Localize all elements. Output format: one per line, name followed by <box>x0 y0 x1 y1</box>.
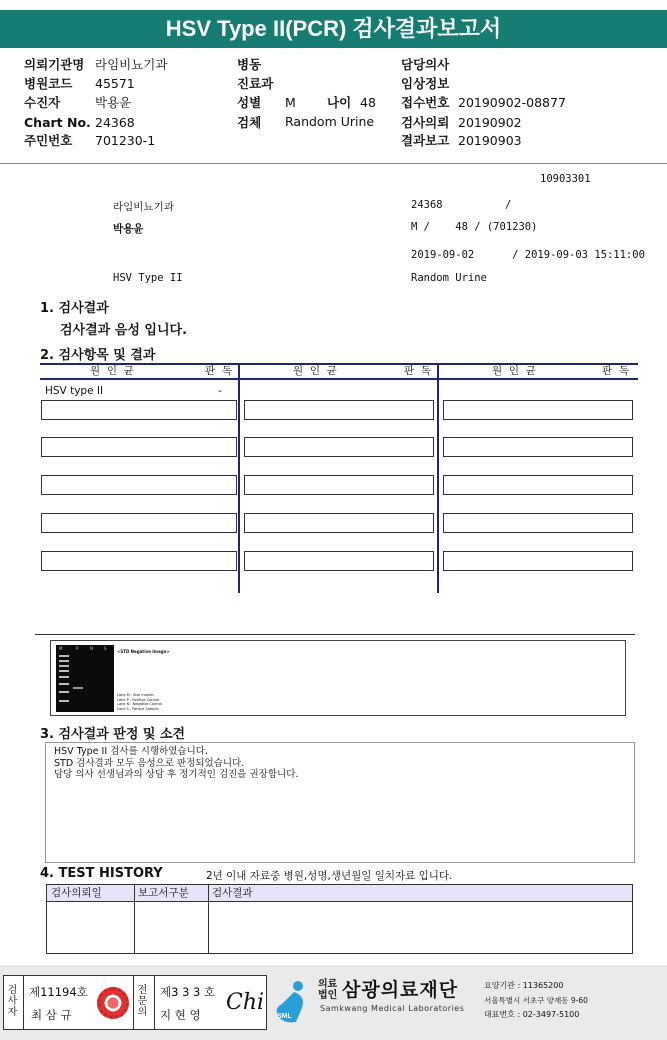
result-cell <box>41 437 237 457</box>
gel-image <box>56 645 114 712</box>
summary-code: 10903301 <box>540 173 591 185</box>
result-cell <box>443 475 633 495</box>
signature-box <box>3 975 267 1030</box>
history-table <box>46 884 633 954</box>
opinion-line: 담당 의사 선생님과의 상담 후 정기적인 검진을 권장합니다. <box>54 769 299 780</box>
col-organism-3: 원 인 균 <box>492 365 536 377</box>
history-col-divider <box>134 885 135 953</box>
tester-name: 최 삼 규 <box>31 1008 72 1022</box>
summary-sex-age: M / 48 / (701230) <box>411 221 538 233</box>
history-col-divider <box>208 885 209 953</box>
summary-patient: 박용윤 <box>113 223 144 235</box>
header-hospital-code: 병원코드 <box>24 76 73 91</box>
org-english-name: Samkwang Medical Laboratories <box>320 1004 465 1013</box>
gel-caption: <STD Negative Image> <box>117 649 170 654</box>
org-code: 요양기관 : 11365200 <box>484 981 564 990</box>
header-age: 나이 <box>327 95 352 110</box>
header-receipt-no: 접수번호 <box>401 95 450 110</box>
result-cell <box>244 400 434 420</box>
header-specimen: 검체 <box>237 115 262 130</box>
tester-license: 제11194호 <box>29 985 88 999</box>
result-cell <box>41 400 237 420</box>
specialist-license: 제3 3 3 호 <box>160 985 216 999</box>
marker-band <box>59 683 69 685</box>
header-ssn-value: 701230-1 <box>95 133 156 148</box>
sign-sep <box>23 976 24 1029</box>
gel-legend <box>117 693 162 711</box>
header-patient: 수진자 <box>24 95 61 110</box>
org-prefix-2: 법인 <box>318 990 338 1001</box>
col-organism-2: 원 인 균 <box>293 365 337 377</box>
marker-band <box>59 665 69 667</box>
result-cell <box>41 551 237 571</box>
logo-text: SML <box>277 1013 292 1020</box>
marker-band <box>59 660 69 662</box>
result-cell <box>41 513 237 533</box>
official-seal-icon <box>97 987 129 1019</box>
result-cell <box>443 400 633 420</box>
header-clinic-value: 라임비뇨기과 <box>95 57 168 72</box>
col-judge-2: 판 독 <box>404 365 431 377</box>
org-prefix-1: 의료 <box>318 979 338 990</box>
result-cell <box>443 551 633 571</box>
sml-logo-icon <box>272 978 312 1026</box>
table-divider-1 <box>238 363 240 593</box>
opinion-box <box>45 742 635 863</box>
header-report-date-value: 20190903 <box>458 133 522 148</box>
section-2-title: 2. 검사항목 및 결과 <box>40 348 156 363</box>
history-col-report-type: 보고서구분 <box>134 885 208 902</box>
signature-icon: Chi <box>226 990 265 1015</box>
summary-dates: 2019-09-02 / 2019-09-03 15:11:00 <box>411 249 645 261</box>
summary-chart: 24368 <box>411 199 443 211</box>
marker-band <box>59 670 69 672</box>
history-col-request-date: 검사의뢰일 <box>47 885 134 902</box>
result-cell <box>244 513 434 533</box>
header-sex: 성별 <box>237 95 262 110</box>
result-cell <box>244 475 434 495</box>
summary-clinic: 라임비뇨기과 <box>113 201 174 213</box>
gel-legend-item: Lane M : Size marker <box>117 693 154 697</box>
row-organism-name: HSV type II <box>45 385 104 397</box>
col-judge-3: 판 독 <box>602 365 629 377</box>
specialist-name: 지 현 영 <box>160 1008 201 1022</box>
lane-label-n: N <box>90 646 93 651</box>
org-name: 삼광의료재단 <box>342 979 459 1001</box>
summary-specimen: Random Urine <box>411 272 487 284</box>
section-1-result: 검사결과 음성 입니다. <box>60 323 188 338</box>
report-title: HSV Type II(PCR) 검사결과보고서 <box>0 10 667 48</box>
header-dept: 진료과 <box>237 76 274 91</box>
lane-label-m: M <box>59 646 63 651</box>
summary-slash: / <box>505 199 512 211</box>
header-clinic: 의뢰기관명 <box>24 57 85 72</box>
specialist-label <box>137 985 149 1018</box>
header-age-value: 48 <box>360 95 376 110</box>
result-cell <box>244 437 434 457</box>
header-receipt-no-value: 20190902-08877 <box>458 95 566 110</box>
org-address: 서울특별시 서초구 양재동 9-60 <box>484 996 588 1005</box>
col-judge-1: 판 독 <box>205 365 232 377</box>
result-cell <box>41 475 237 495</box>
section-divider <box>35 634 635 635</box>
header-chart-value: 24368 <box>95 115 135 130</box>
header-ward: 병동 <box>237 57 262 72</box>
marker-band <box>59 676 69 678</box>
result-table-header <box>40 363 638 380</box>
gel-image-box <box>50 640 626 716</box>
gel-legend-item: Lane S : Patient Sample <box>117 706 159 711</box>
header-specimen-value: Random Urine <box>285 114 375 129</box>
org-phone: 대표번호 : 02-3497-5100 <box>484 1010 580 1019</box>
result-cell <box>443 513 633 533</box>
section-3-title: 3. 검사결과 판정 및 소견 <box>40 727 186 742</box>
tester-label-text: 검사자 <box>7 985 18 1018</box>
section-4-title: 4. TEST HISTORY <box>40 866 163 881</box>
specialist-label-text: 전문의 <box>137 985 148 1018</box>
gel-legend-item: Lane P : Positive Control <box>117 697 160 702</box>
gel-legend-item: Lane N : Negative Control <box>117 702 163 706</box>
header-request-date-value: 20190902 <box>458 115 522 130</box>
lane-label-p: P <box>76 646 79 651</box>
table-divider-2 <box>437 363 439 593</box>
header-patient-value: 박용윤 <box>95 95 132 110</box>
row-result: - <box>218 385 222 397</box>
sign-sep <box>133 976 134 1029</box>
header-clinical-info: 임상정보 <box>401 76 450 91</box>
header-report-date: 결과보고 <box>401 133 450 148</box>
history-note: 2년 이내 자료중 병원,성명,생년월일 일치자료 입니다. <box>206 870 453 882</box>
section-1-title: 1. 검사결과 <box>40 301 109 316</box>
marker-band <box>59 700 69 702</box>
history-col-result: 검사결과 <box>208 885 632 902</box>
org-prefix <box>318 979 337 1001</box>
header-request-date: 검사의뢰 <box>401 115 450 130</box>
header-divider <box>0 163 667 164</box>
header-chart: Chart No. <box>24 115 91 130</box>
header-ssn: 주민번호 <box>24 133 73 148</box>
summary-test: HSV Type II <box>113 272 183 284</box>
result-cell <box>244 551 434 571</box>
header-hospital-code-value: 45571 <box>95 76 135 91</box>
marker-band <box>59 655 69 657</box>
opinion-line: STD 검사결과 모두 음성으로 판정되었습니다. <box>54 757 245 769</box>
header-sex-value: M <box>285 95 296 110</box>
tester-label <box>7 985 19 1018</box>
col-organism-1: 원 인 균 <box>90 365 134 377</box>
opinion-line: HSV Type II 검사를 시행하였습니다. <box>54 746 208 757</box>
marker-band <box>59 691 69 693</box>
header-doctor: 담당의사 <box>401 57 450 72</box>
lane-label-s: S <box>104 646 107 651</box>
sign-sep <box>154 976 155 1029</box>
positive-band <box>73 687 83 689</box>
result-cell <box>443 437 633 457</box>
